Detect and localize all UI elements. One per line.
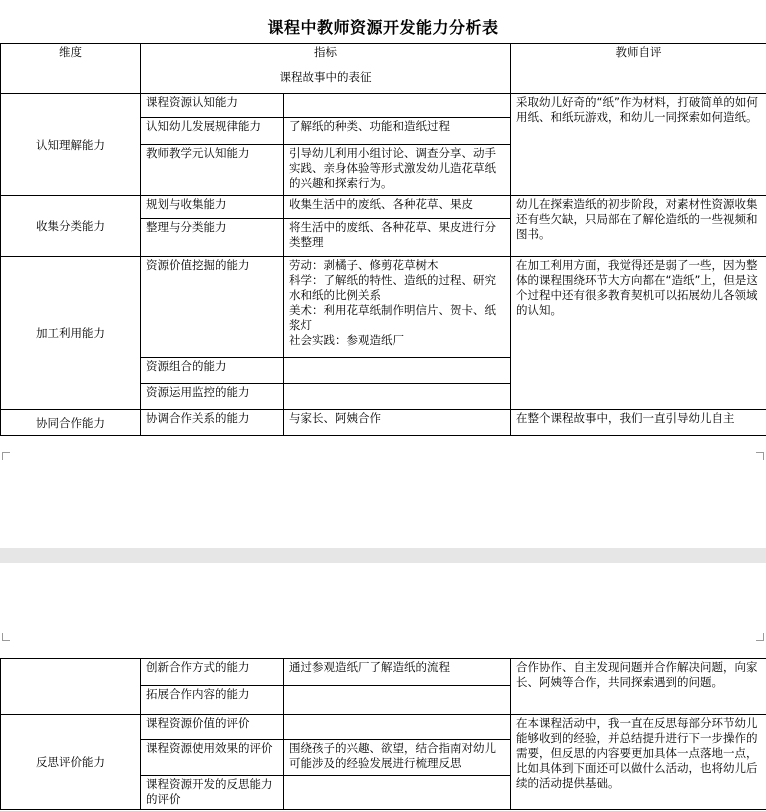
header-indicator-label: 指标	[314, 45, 337, 59]
dimension-cell: 加工利用能力	[1, 257, 141, 410]
indicator-cell: 协调合作关系的能力	[141, 410, 284, 436]
self-eval-cell: 在加工利用方面，我觉得还是弱了一些，因为整体的课程围绕环节大方向都在“造纸”上，但是这个过程中还有很多教育契机可以拓展幼儿各领域的认知。	[511, 257, 766, 410]
analysis-table-continued	[0, 658, 766, 810]
evidence-line: 劳动：剥橘子、修剪花草树木	[289, 258, 439, 272]
evidence-cell	[284, 257, 511, 358]
dimension-cell	[1, 659, 141, 715]
evidence-cell	[284, 358, 511, 384]
table-row	[1, 196, 766, 219]
evidence-cell	[284, 686, 511, 715]
table-header-row	[1, 44, 766, 94]
indicator-cell: 课程资源认知能力	[141, 94, 284, 118]
evidence-line: 社会实践：参观造纸厂	[289, 333, 404, 347]
table-row	[1, 659, 766, 686]
page-corner-mark	[756, 452, 764, 460]
table-row	[1, 257, 766, 358]
indicator-cell: 教师教学元认知能力	[141, 145, 284, 196]
self-eval-cell: 在整个课程故事中，我们一直引导幼儿自主	[511, 410, 766, 436]
indicator-cell: 课程资源价值的评价	[141, 715, 284, 740]
dimension-cell: 认知理解能力	[1, 94, 141, 196]
self-eval-cell: 采取幼儿好奇的“纸”作为材料，打破简单的如何用纸、和纸玩游戏，和幼儿一同探索如何造纸。	[511, 94, 766, 196]
table-row	[1, 94, 766, 118]
evidence-cell	[284, 94, 511, 118]
dimension-cell: 协同合作能力	[1, 410, 141, 436]
evidence-cell	[284, 715, 511, 740]
evidence-cell: 与家长、阿姨合作	[284, 410, 511, 436]
page-corner-mark	[2, 452, 10, 460]
page-corner-mark	[756, 633, 764, 641]
evidence-cell	[284, 776, 511, 810]
evidence-cell: 通过参观造纸厂了解造纸的流程	[284, 659, 511, 686]
evidence-cell: 将生活中的废纸、各种花草、果皮进行分类整理	[284, 219, 511, 257]
document-title: 课程中教师资源开发能力分析表	[267, 18, 499, 37]
evidence-cell: 收集生活中的废纸、各种花草、果皮	[284, 196, 511, 219]
indicator-cell: 课程资源使用效果的评价	[141, 740, 284, 776]
evidence-line: 科学：了解纸的特性、造纸的过程、研究水和纸的比例关系	[289, 273, 496, 302]
page-corner-mark	[2, 633, 10, 641]
table-row	[1, 410, 766, 436]
header-dimension: 维度	[1, 44, 141, 94]
dimension-cell: 收集分类能力	[1, 196, 141, 257]
self-eval-cell: 合作协作、自主发现问题并合作解决问题，向家长、阿姨等合作，共同探索遇到的问题。	[511, 659, 766, 715]
evidence-cell	[284, 384, 511, 410]
indicator-cell: 创新合作方式的能力	[141, 659, 284, 686]
evidence-cell: 围绕孩子的兴趣、欲望，结合指南对幼儿可能涉及的经验发展进行梳理反思	[284, 740, 511, 776]
self-eval-cell: 在本课程活动中，我一直在反思每部分环节幼儿能够收到的经验，并总结提升进行下一步操作的需要，但反思的内容要更加具体一点落地一点，比如具体到下面还可以做什么活动，也将幼儿后续的活动提供基础。	[511, 715, 766, 810]
indicator-cell: 规划与收集能力	[141, 196, 284, 219]
analysis-table	[0, 43, 766, 436]
indicator-cell: 认知幼儿发展规律能力	[141, 118, 284, 145]
indicator-cell: 资源组合的能力	[141, 358, 284, 384]
self-eval-cell: 幼儿在探索造纸的初步阶段，对素材性资源收集还有些欠缺，只局部在了解伦造纸的一些视频和图书。	[511, 196, 766, 257]
header-self-eval: 教师自评	[511, 44, 766, 94]
header-indicator	[141, 44, 511, 94]
page-gap	[0, 548, 766, 563]
header-indicator-sub: 课程故事中的表征	[279, 70, 372, 84]
table-row	[1, 715, 766, 740]
evidence-cell: 了解纸的种类、功能和造纸过程	[284, 118, 511, 145]
evidence-line: 美术：利用花草纸制作明信片、贺卡、纸浆灯	[289, 303, 496, 332]
indicator-cell: 资源价值挖掘的能力	[141, 257, 284, 358]
evidence-cell: 引导幼儿利用小组讨论、调查分享、动手实践、亲身体验等形式激发幼儿造花草纸的兴趣和探索行为。	[284, 145, 511, 196]
indicator-cell: 资源运用监控的能力	[141, 384, 284, 410]
indicator-cell: 拓展合作内容的能力	[141, 686, 284, 715]
indicator-cell: 整理与分类能力	[141, 219, 284, 257]
dimension-cell: 反思评价能力	[1, 715, 141, 810]
indicator-cell: 课程资源开发的反思能力的评价	[141, 776, 284, 810]
